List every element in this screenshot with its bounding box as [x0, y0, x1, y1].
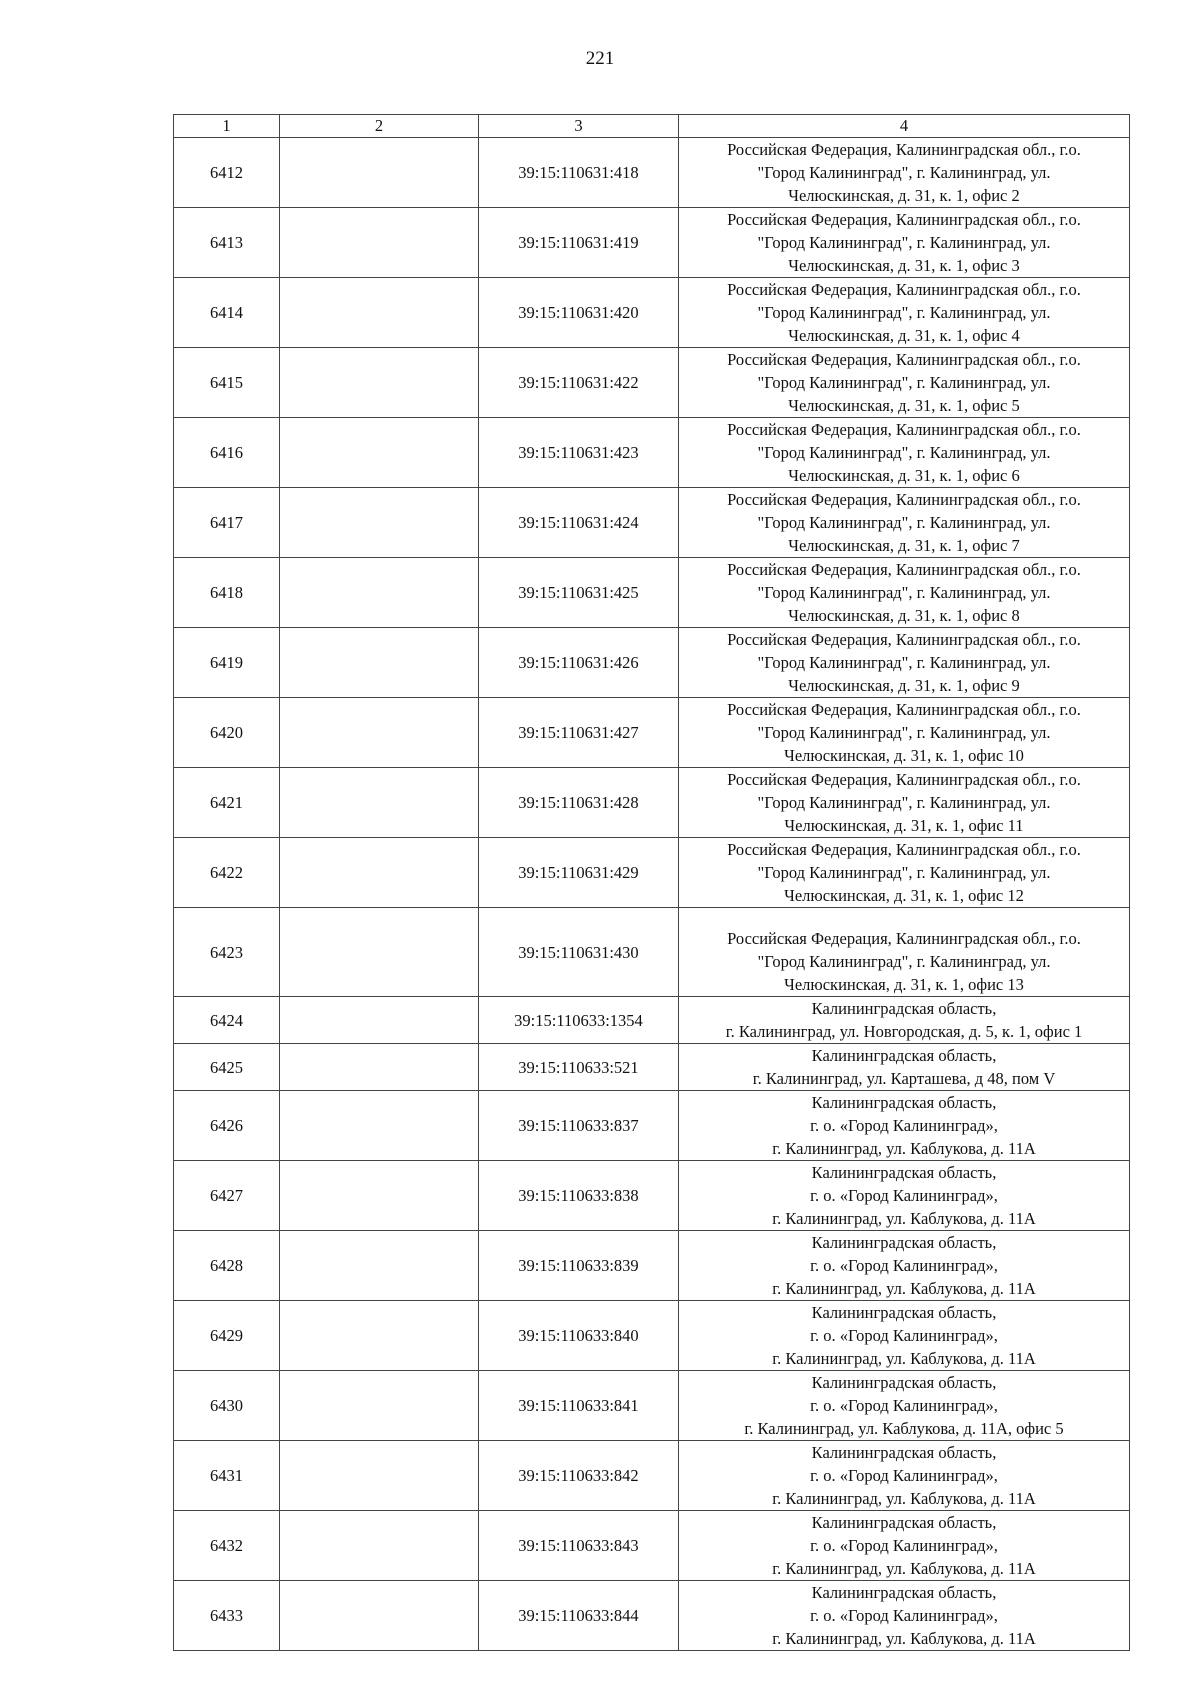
cadastral-number: 39:15:110631:428 — [479, 768, 679, 838]
row-number: 6430 — [174, 1371, 280, 1441]
row-column-2 — [280, 908, 479, 997]
table-row — [174, 1581, 1130, 1651]
cadastral-number: 39:15:110633:1354 — [479, 997, 679, 1044]
row-number: 6412 — [174, 138, 280, 208]
cadastral-number: 39:15:110631:420 — [479, 278, 679, 348]
address-line: Челюскинская, д. 31, к. 1, офис 8 — [788, 606, 1020, 625]
column-header: 1 — [174, 115, 280, 138]
table-row — [174, 1441, 1130, 1511]
address-line: г. о. «Город Калининград», — [810, 1256, 998, 1275]
address-line: Калининградская область, — [811, 1373, 997, 1392]
table-row — [174, 1301, 1130, 1371]
address-line: Российская Федерация, Калининградская обл., г.о. — [727, 840, 1081, 859]
address-line: Челюскинская, д. 31, к. 1, офис 9 — [788, 676, 1020, 695]
address-line: Калининградская область, — [811, 1046, 997, 1065]
row-column-2 — [280, 558, 479, 628]
table-row — [174, 278, 1130, 348]
row-number: 6433 — [174, 1581, 280, 1651]
cadastral-number: 39:15:110633:838 — [479, 1161, 679, 1231]
row-column-2 — [280, 278, 479, 348]
table-row — [174, 1371, 1130, 1441]
row-number: 6424 — [174, 997, 280, 1044]
cadastral-number: 39:15:110631:424 — [479, 488, 679, 558]
address-cell — [679, 1091, 1130, 1161]
row-column-2 — [280, 1161, 479, 1231]
row-column-2 — [280, 1301, 479, 1371]
row-number: 6426 — [174, 1091, 280, 1161]
address-line: Калининградская область, — [811, 1163, 997, 1182]
address-cell — [679, 1044, 1130, 1091]
address-cell — [679, 908, 1130, 997]
address-line: г. Калининград, ул. Каблукова, д. 11А — [772, 1139, 1036, 1158]
address-cell — [679, 1581, 1130, 1651]
table-row — [174, 997, 1130, 1044]
table-row — [174, 1044, 1130, 1091]
row-column-2 — [280, 1091, 479, 1161]
address-cell — [679, 838, 1130, 908]
table-row — [174, 488, 1130, 558]
table-row — [174, 628, 1130, 698]
address-line: г. о. «Город Калининград», — [810, 1116, 998, 1135]
cadastral-number: 39:15:110631:419 — [479, 208, 679, 278]
row-number: 6420 — [174, 698, 280, 768]
table-row — [174, 138, 1130, 208]
table-row — [174, 1231, 1130, 1301]
cadastral-number: 39:15:110631:430 — [479, 908, 679, 997]
row-column-2 — [280, 1441, 479, 1511]
row-column-2 — [280, 1371, 479, 1441]
address-line: "Город Калининград", г. Калининград, ул. — [757, 793, 1051, 812]
address-line: г. Калининград, ул. Каблукова, д. 11А — [772, 1559, 1036, 1578]
address-cell — [679, 348, 1130, 418]
address-line: "Город Калининград", г. Калининград, ул. — [757, 863, 1051, 882]
row-column-2 — [280, 838, 479, 908]
address-line: г. о. «Город Калининград», — [810, 1396, 998, 1415]
table-row — [174, 208, 1130, 278]
address-line: Калининградская область, — [811, 1443, 997, 1462]
address-line: Калининградская область, — [811, 999, 997, 1018]
address-cell — [679, 1231, 1130, 1301]
row-number: 6417 — [174, 488, 280, 558]
row-column-2 — [280, 418, 479, 488]
cadastral-number: 39:15:110633:839 — [479, 1231, 679, 1301]
column-header: 4 — [679, 115, 1130, 138]
row-number: 6422 — [174, 838, 280, 908]
address-cell — [679, 628, 1130, 698]
table-row — [174, 348, 1130, 418]
row-column-2 — [280, 208, 479, 278]
cadastral-number: 39:15:110633:841 — [479, 1371, 679, 1441]
row-column-2 — [280, 348, 479, 418]
row-number: 6415 — [174, 348, 280, 418]
cadastral-number: 39:15:110631:426 — [479, 628, 679, 698]
cadastral-number: 39:15:110633:837 — [479, 1091, 679, 1161]
address-line: "Город Калининград", г. Калининград, ул. — [757, 513, 1051, 532]
address-line: "Город Калининград", г. Калининград, ул. — [757, 373, 1051, 392]
row-number: 6427 — [174, 1161, 280, 1231]
address-line: Российская Федерация, Калининградская обл., г.о. — [727, 770, 1081, 789]
row-column-2 — [280, 1231, 479, 1301]
address-line: "Город Калининград", г. Калининград, ул. — [757, 952, 1051, 971]
table-row — [174, 1091, 1130, 1161]
row-column-2 — [280, 1044, 479, 1091]
address-line: г. Калининград, ул. Каблукова, д. 11А — [772, 1349, 1036, 1368]
address-cell — [679, 698, 1130, 768]
table-row — [174, 1161, 1130, 1231]
row-number: 6428 — [174, 1231, 280, 1301]
address-cell — [679, 768, 1130, 838]
address-line: "Город Калининград", г. Калининград, ул. — [757, 163, 1051, 182]
address-line: Калининградская область, — [811, 1233, 997, 1252]
cadastral-number: 39:15:110633:840 — [479, 1301, 679, 1371]
row-column-2 — [280, 628, 479, 698]
row-column-2 — [280, 488, 479, 558]
address-line: г. о. «Город Калининград», — [810, 1186, 998, 1205]
row-column-2 — [280, 138, 479, 208]
address-line: Российская Федерация, Калининградская обл., г.о. — [727, 700, 1081, 719]
address-cell — [679, 997, 1130, 1044]
cadastral-number: 39:15:110631:423 — [479, 418, 679, 488]
address-line: Челюскинская, д. 31, к. 1, офис 2 — [788, 186, 1020, 205]
column-header: 2 — [280, 115, 479, 138]
address-line: Челюскинская, д. 31, к. 1, офис 4 — [788, 326, 1020, 345]
address-line: "Город Калининград", г. Калининград, ул. — [757, 583, 1051, 602]
address-line: Челюскинская, д. 31, к. 1, офис 13 — [784, 975, 1024, 994]
cadastral-number: 39:15:110631:418 — [479, 138, 679, 208]
address-line: г. о. «Город Калининград», — [810, 1466, 998, 1485]
cadastral-number: 39:15:110631:425 — [479, 558, 679, 628]
registry-table — [173, 114, 1130, 1651]
address-line: "Город Калининград", г. Калининград, ул. — [757, 233, 1051, 252]
table-row — [174, 838, 1130, 908]
row-number: 6413 — [174, 208, 280, 278]
address-line: г. Калининград, ул. Каблукова, д. 11А — [772, 1629, 1036, 1648]
address-line: "Город Калининград", г. Калининград, ул. — [757, 303, 1051, 322]
address-line: Российская Федерация, Калининградская обл., г.о. — [727, 280, 1081, 299]
cadastral-number: 39:15:110631:422 — [479, 348, 679, 418]
address-line: Челюскинская, д. 31, к. 1, офис 10 — [784, 746, 1024, 765]
row-number: 6423 — [174, 908, 280, 997]
address-line: Челюскинская, д. 31, к. 1, офис 7 — [788, 536, 1020, 555]
address-line: "Город Калининград", г. Калининград, ул. — [757, 723, 1051, 742]
table-row — [174, 418, 1130, 488]
address-line: г. Калининград, ул. Каблукова, д. 11А — [772, 1489, 1036, 1508]
row-column-2 — [280, 997, 479, 1044]
row-number: 6429 — [174, 1301, 280, 1371]
row-column-2 — [280, 768, 479, 838]
address-line: г. о. «Город Калининград», — [810, 1326, 998, 1345]
address-cell — [679, 1301, 1130, 1371]
cadastral-number: 39:15:110633:842 — [479, 1441, 679, 1511]
row-number: 6421 — [174, 768, 280, 838]
page-number: 221 — [585, 48, 615, 69]
address-line: Калининградская область, — [811, 1513, 997, 1532]
address-cell — [679, 1371, 1130, 1441]
address-line: Калининградская область, — [811, 1303, 997, 1322]
address-cell — [679, 418, 1130, 488]
row-number: 6414 — [174, 278, 280, 348]
row-number: 6419 — [174, 628, 280, 698]
row-column-2 — [280, 1511, 479, 1581]
cadastral-number: 39:15:110633:844 — [479, 1581, 679, 1651]
table-row — [174, 698, 1130, 768]
row-number: 6416 — [174, 418, 280, 488]
cadastral-number: 39:15:110633:521 — [479, 1044, 679, 1091]
address-line: Российская Федерация, Калининградская обл., г.о. — [727, 560, 1081, 579]
table-body — [174, 138, 1130, 1651]
address-cell — [679, 1441, 1130, 1511]
address-line: "Город Калининград", г. Калининград, ул. — [757, 653, 1051, 672]
address-line: г. о. «Город Калининград», — [810, 1536, 998, 1555]
address-cell — [679, 138, 1130, 208]
address-line: Российская Федерация, Калининградская обл., г.о. — [727, 420, 1081, 439]
address-line: Российская Федерация, Калининградская обл., г.о. — [727, 140, 1081, 159]
row-column-2 — [280, 1581, 479, 1651]
cadastral-number: 39:15:110631:429 — [479, 838, 679, 908]
address-cell — [679, 558, 1130, 628]
cadastral-number: 39:15:110633:843 — [479, 1511, 679, 1581]
row-number: 6431 — [174, 1441, 280, 1511]
address-line: г. Калининград, ул. Новгородская, д. 5, к. 1, офис 1 — [725, 1022, 1083, 1041]
cadastral-number: 39:15:110631:427 — [479, 698, 679, 768]
address-cell — [679, 1511, 1130, 1581]
address-line: Калининградская область, — [811, 1093, 997, 1112]
address-line: г. о. «Город Калининград», — [810, 1606, 998, 1625]
row-number: 6418 — [174, 558, 280, 628]
column-header: 3 — [479, 115, 679, 138]
row-number: 6425 — [174, 1044, 280, 1091]
address-cell — [679, 488, 1130, 558]
table-row — [174, 1511, 1130, 1581]
address-line: г. Калининград, ул. Каблукова, д. 11А — [772, 1279, 1036, 1298]
address-line: г. Калининград, ул. Карташева, д 48, пом V — [752, 1069, 1056, 1088]
address-cell — [679, 1161, 1130, 1231]
address-line: Челюскинская, д. 31, к. 1, офис 5 — [788, 396, 1020, 415]
address-line: Челюскинская, д. 31, к. 1, офис 3 — [788, 256, 1020, 275]
address-line: Российская Федерация, Калининградская обл., г.о. — [727, 630, 1081, 649]
address-cell — [679, 278, 1130, 348]
address-cell — [679, 208, 1130, 278]
table-header-row — [174, 115, 1130, 138]
address-line: Калининградская область, — [811, 1583, 997, 1602]
table-row — [174, 908, 1130, 997]
address-line: г. Калининград, ул. Каблукова, д. 11А, офис 5 — [744, 1419, 1064, 1438]
table-row — [174, 558, 1130, 628]
address-line: Российская Федерация, Калининградская обл., г.о. — [727, 210, 1081, 229]
address-line: Российская Федерация, Калининградская обл., г.о. — [727, 490, 1081, 509]
row-number: 6432 — [174, 1511, 280, 1581]
address-line: Челюскинская, д. 31, к. 1, офис 6 — [788, 466, 1020, 485]
address-line: г. Калининград, ул. Каблукова, д. 11А — [772, 1209, 1036, 1228]
address-line: Челюскинская, д. 31, к. 1, офис 12 — [784, 886, 1024, 905]
address-line: Челюскинская, д. 31, к. 1, офис 11 — [784, 816, 1024, 835]
address-line: Российская Федерация, Калининградская обл., г.о. — [727, 350, 1081, 369]
row-column-2 — [280, 698, 479, 768]
address-line: Российская Федерация, Калининградская обл., г.о. — [727, 929, 1081, 948]
table-row — [174, 768, 1130, 838]
address-line: "Город Калининград", г. Калининград, ул. — [757, 443, 1051, 462]
